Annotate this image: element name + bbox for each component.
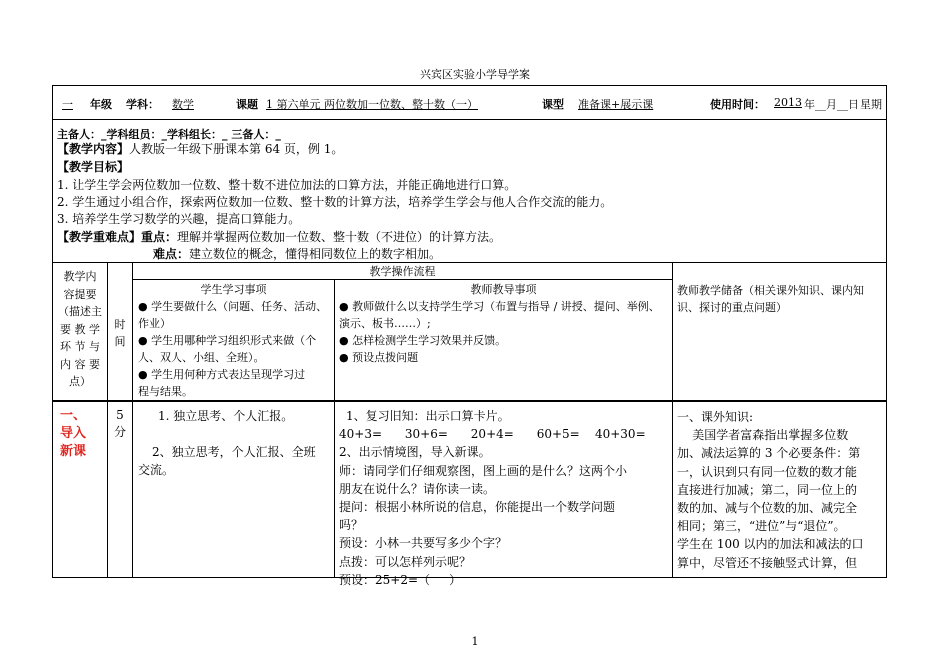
section-time (108, 407, 132, 441)
rule-col2 (132, 262, 133, 578)
student-activity-2b: 交流。 (138, 463, 175, 477)
teacher-activity-line: 吗？ (339, 518, 364, 533)
content-text: 人教版一年级下册课本第 64 页，例 1。 (129, 142, 344, 156)
student-items-title: 学生学习事项 (200, 283, 267, 296)
col1-line: 容提要 (63, 287, 97, 301)
teacher-bullet-3: ● 预设点拨问题 (339, 351, 419, 364)
col1-line: （描述主 (58, 305, 102, 318)
col-content-summary-header (54, 268, 106, 391)
rule-col3 (334, 279, 335, 578)
rule-table-header-bottom (52, 400, 887, 402)
col1-line: 要 教 学 (60, 322, 100, 336)
col1-line: 教学内 (63, 270, 97, 283)
goal-item-3: 3. 培养学生学习数学的兴趣，提高口算能力。 (57, 212, 301, 226)
preparers-line: 主备人：_学科组员：_学科组长：_ 三备人：_ (57, 128, 281, 141)
student-items-list (138, 298, 332, 400)
student-activities (138, 407, 333, 479)
date-year: 2013 (774, 96, 802, 109)
teacher-activities (339, 407, 671, 589)
reserve-line: 学生在 100 以内的加法和减法的口 (677, 537, 864, 552)
page-number: 1 (471, 635, 479, 648)
section-line: 一、 (60, 408, 87, 423)
student-bullet-2b: 人、双人、小组、全班）。 (138, 351, 265, 364)
rule-col4 (672, 262, 673, 578)
reserve-line: 加、减法运算的 3 个必要条件：第 (677, 446, 861, 461)
section-line: 导入 (60, 426, 87, 441)
reserve-line: 数的加、减与个位数的加、减完全 (677, 501, 858, 516)
subject-value: 数学 (172, 98, 194, 111)
section-intro (60, 407, 106, 461)
type-label: 课型 (542, 98, 564, 111)
key-label: 重点： (141, 230, 178, 244)
teacher-bullet-2: ● 怎样检测学生学习效果并反馈。 (339, 334, 507, 347)
col2-line: 时 (114, 318, 126, 331)
student-bullet-2a: ● 学生用哪种学习组织形式来做（个 (138, 334, 317, 347)
teacher-reserve (677, 408, 885, 572)
teacher-reserve-header (677, 282, 883, 316)
key-points-label: 【教学重难点】 (57, 230, 142, 244)
page-title: 兴宾区实验小学导学案 (420, 68, 530, 81)
teacher-activity-line: 点拨：可以怎样列示呢？ (339, 554, 472, 569)
reserve-line: 一、课外知识: (677, 410, 754, 424)
student-bullet-1a: ● 学生要做什么（问题、任务、活动、 (138, 300, 328, 313)
hard-point-line (153, 245, 441, 262)
process-title: 教学操作流程 (369, 265, 436, 278)
col1-line: 点） (69, 375, 91, 388)
teacher-activity-line: 朋友在说什么？请你读一读。 (339, 481, 496, 496)
teacher-items-list (339, 298, 669, 366)
student-activity-2a: 2、独立思考，个人汇报、全班 (152, 445, 316, 459)
hard-text: 建立数位的概念，懂得相同数位上的数字相加。 (189, 247, 442, 261)
student-bullet-3b: 程与结果。 (138, 385, 193, 398)
student-activity-spacer (138, 425, 333, 443)
grade-label: 年级 (90, 98, 112, 111)
col1-line: 环 节 与 (60, 340, 100, 353)
reserve-line: 相同；第三，“进位”与“退位”。 (677, 519, 846, 534)
reserve-line: 直接进行加减；第二，同一位上的 (677, 482, 858, 497)
topic-value: 1 第六单元 两位数加一位数、整十数（一） (266, 98, 478, 111)
subject-label: 学科： (126, 98, 159, 111)
section-line: 新课 (60, 444, 87, 459)
topic-label: 课题 (236, 98, 258, 111)
col1-line: 内 容 要 (60, 357, 100, 371)
date-rest: 年__月__日 (804, 98, 859, 111)
teacher-activity-line: 预设：25+2=（ ） (339, 572, 462, 587)
goals-label: 【教学目标】 (57, 160, 130, 174)
type-value: 准备课+展示课 (578, 98, 654, 111)
rule-header-bottom (52, 119, 887, 120)
content-label: 【教学内容】 (57, 142, 130, 156)
student-bullet-1b: 作业） (138, 317, 171, 330)
student-activity-1: 1. 独立思考、个人汇报。 (158, 409, 294, 423)
teacher-bullet-1b: 演示、板书……）; (339, 317, 431, 330)
teacher-activity-line: 1、复习旧知：出示口算卡片。 (346, 409, 510, 423)
teacher-activity-line: 40+3= 30+6= 20+4= 60+5= 40+30= (339, 427, 646, 442)
reserve-line: 美国学者富森指出掌握多位数 (677, 428, 849, 443)
time-line: 分 (113, 425, 126, 439)
time-line: 5 (116, 408, 124, 422)
teacher-items-title: 教师教导事项 (470, 283, 537, 296)
reserve-header-line: 教师教学储备（相关课外知识、课内知 (677, 284, 864, 297)
content-line (57, 140, 343, 157)
goal-item-1: 1. 让学生学会两位数加一位数、整十数不进位加法的口算方法，并能正确地进行口算。 (57, 178, 517, 192)
student-bullet-3a: ● 学生用何种方式表达呈现学习过 (138, 368, 306, 381)
key-text: 理解并掌握两位数加一位数、整十数（不进位）的计算方法。 (177, 230, 502, 244)
key-point-line (57, 228, 501, 245)
reserve-header-line: 识、探讨的重点问题） (677, 301, 787, 314)
teacher-activity-line: 师：请同学们仔细观察图，图上画的是什么？这两个小 (339, 463, 628, 478)
hard-label: 难点： (153, 247, 190, 261)
col-time-header (108, 316, 132, 350)
reserve-line: 算中，尽管还不接触竖式计算，但 (677, 555, 858, 570)
col2-line: 间 (114, 335, 126, 348)
teacher-activity-line: 预设：小林一共要写多少个字？ (339, 536, 508, 551)
weekday-label: 星期 (860, 98, 882, 111)
teacher-activity-line: 提问：根据小林所说的信息，你能提出一个数学问题 (339, 500, 616, 515)
goal-item-2: 2. 学生通过小组合作，探索两位数加一位数、整十数的计算方法，培养学生学会与他人合作交流的能力。 (57, 195, 613, 209)
teacher-bullet-1a: ● 教师做什么以支持学生学习（布置与指导 / 讲授、提问、举例、 (339, 300, 660, 313)
reserve-line: 一，认识到只有同一位数的数才能 (677, 464, 858, 479)
teacher-activity-line: 2、出示情境图，导入新课。 (339, 445, 491, 460)
grade-value: 一 (62, 98, 73, 111)
date-label: 使用时间： (710, 98, 765, 111)
